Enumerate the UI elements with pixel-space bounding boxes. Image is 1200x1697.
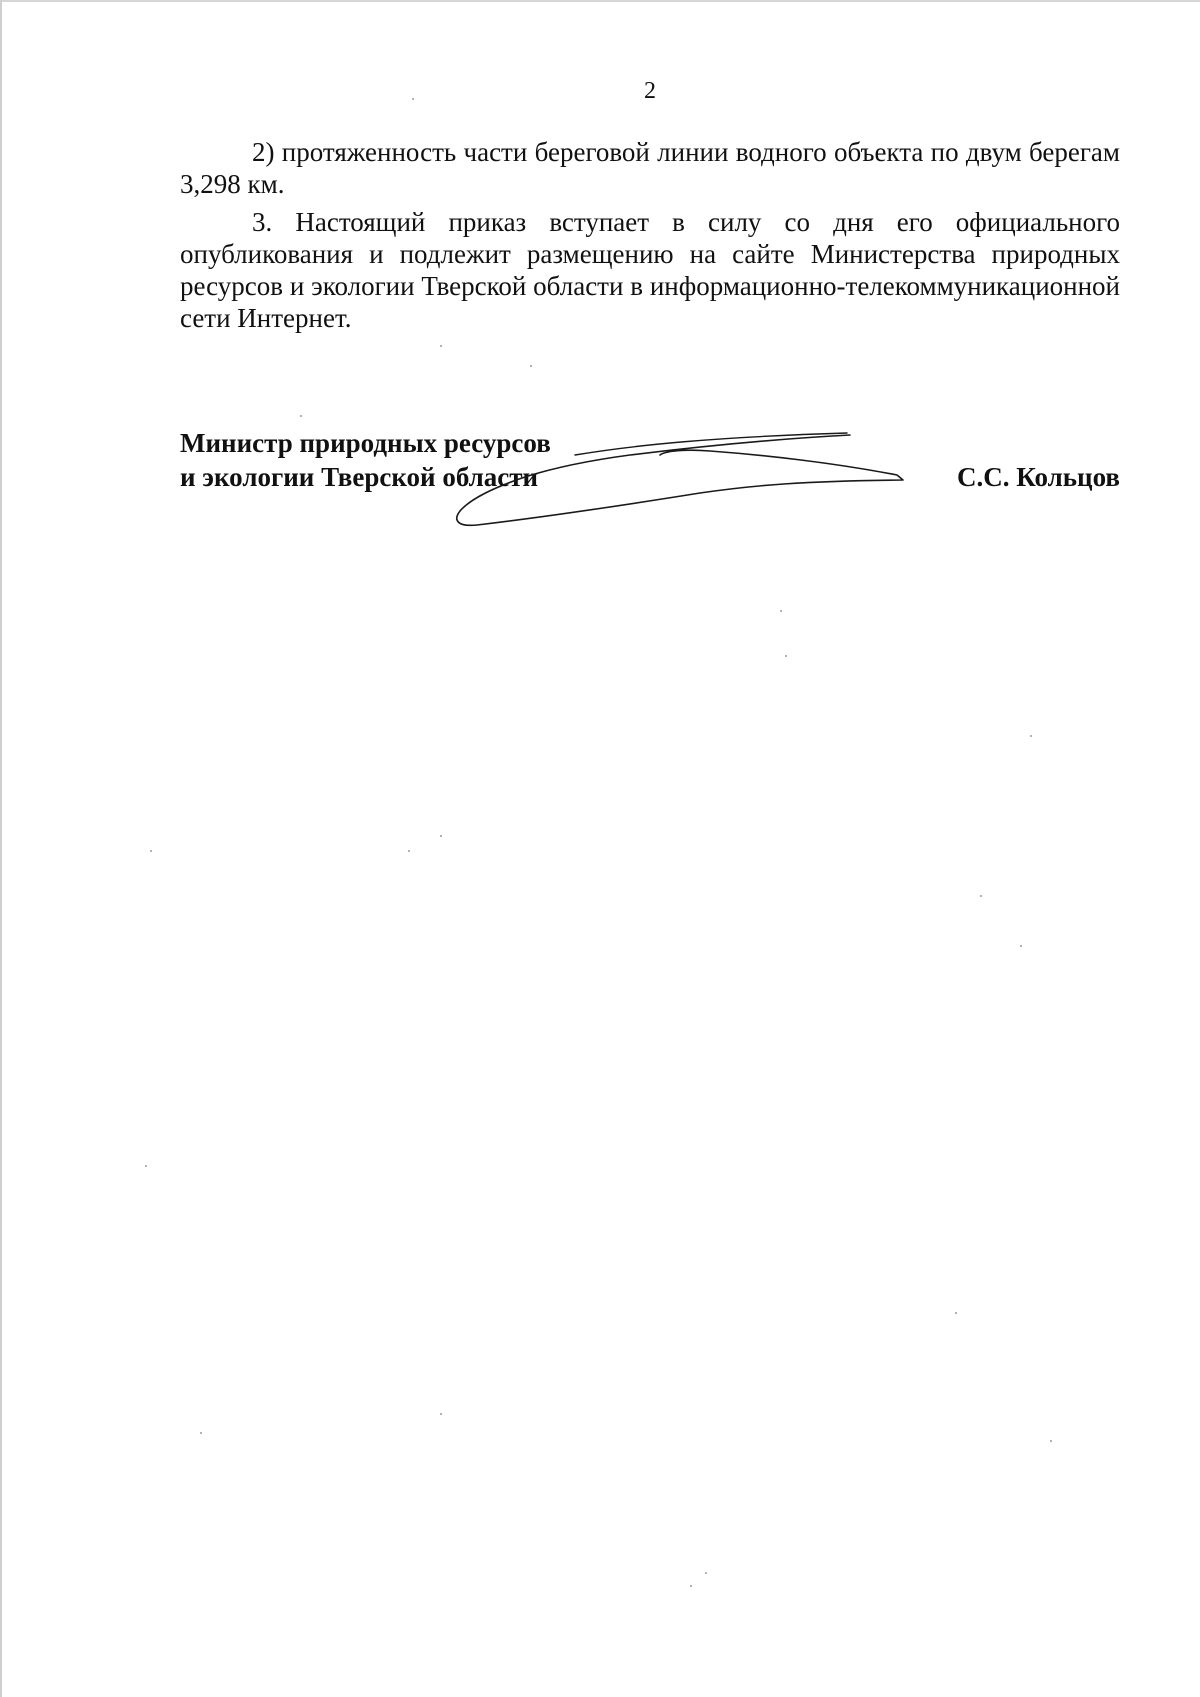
scan-speck <box>1030 735 1032 737</box>
paragraph-item-2: 2) протяженность части береговой линии водного объекта по двум берегам 3,298 км. <box>180 137 1120 199</box>
handwritten-signature <box>455 425 915 535</box>
page-number: 2 <box>644 78 656 104</box>
scan-speck <box>145 1165 147 1167</box>
scan-speck <box>150 850 152 852</box>
scan-speck <box>300 415 302 417</box>
page-edge-top <box>0 0 1200 2</box>
scan-speck <box>1020 945 1022 947</box>
signatory-position-line-2: и экологии Тверской области <box>180 462 539 492</box>
scan-speck <box>408 850 410 852</box>
scan-speck <box>440 1413 442 1415</box>
paragraph-item-3: 3. Настоящий приказ вступает в силу со дня его официального опубликования и подлежит размещению на сайте Министерства природных ресурсов и экологии Тверской области в информационно-телекоммуникационной сети Интернет. <box>180 207 1120 333</box>
scan-speck <box>955 1312 957 1314</box>
scan-speck <box>690 1585 692 1587</box>
scan-speck <box>980 895 982 897</box>
scan-speck <box>440 835 442 837</box>
signatory-name: С.С. Кольцов <box>956 462 1120 492</box>
scan-speck <box>785 655 787 657</box>
scan-speck <box>705 1572 707 1574</box>
document-body <box>180 134 1120 340</box>
scan-speck <box>440 345 442 347</box>
scan-speck <box>1050 1440 1052 1442</box>
scan-speck <box>530 365 532 367</box>
signatory-position-line-1: Министр природных ресурсов <box>180 428 551 458</box>
page-edge-left <box>0 0 2 1697</box>
scan-speck <box>780 610 782 612</box>
scan-speck <box>200 1432 202 1434</box>
scan-speck <box>412 98 414 100</box>
